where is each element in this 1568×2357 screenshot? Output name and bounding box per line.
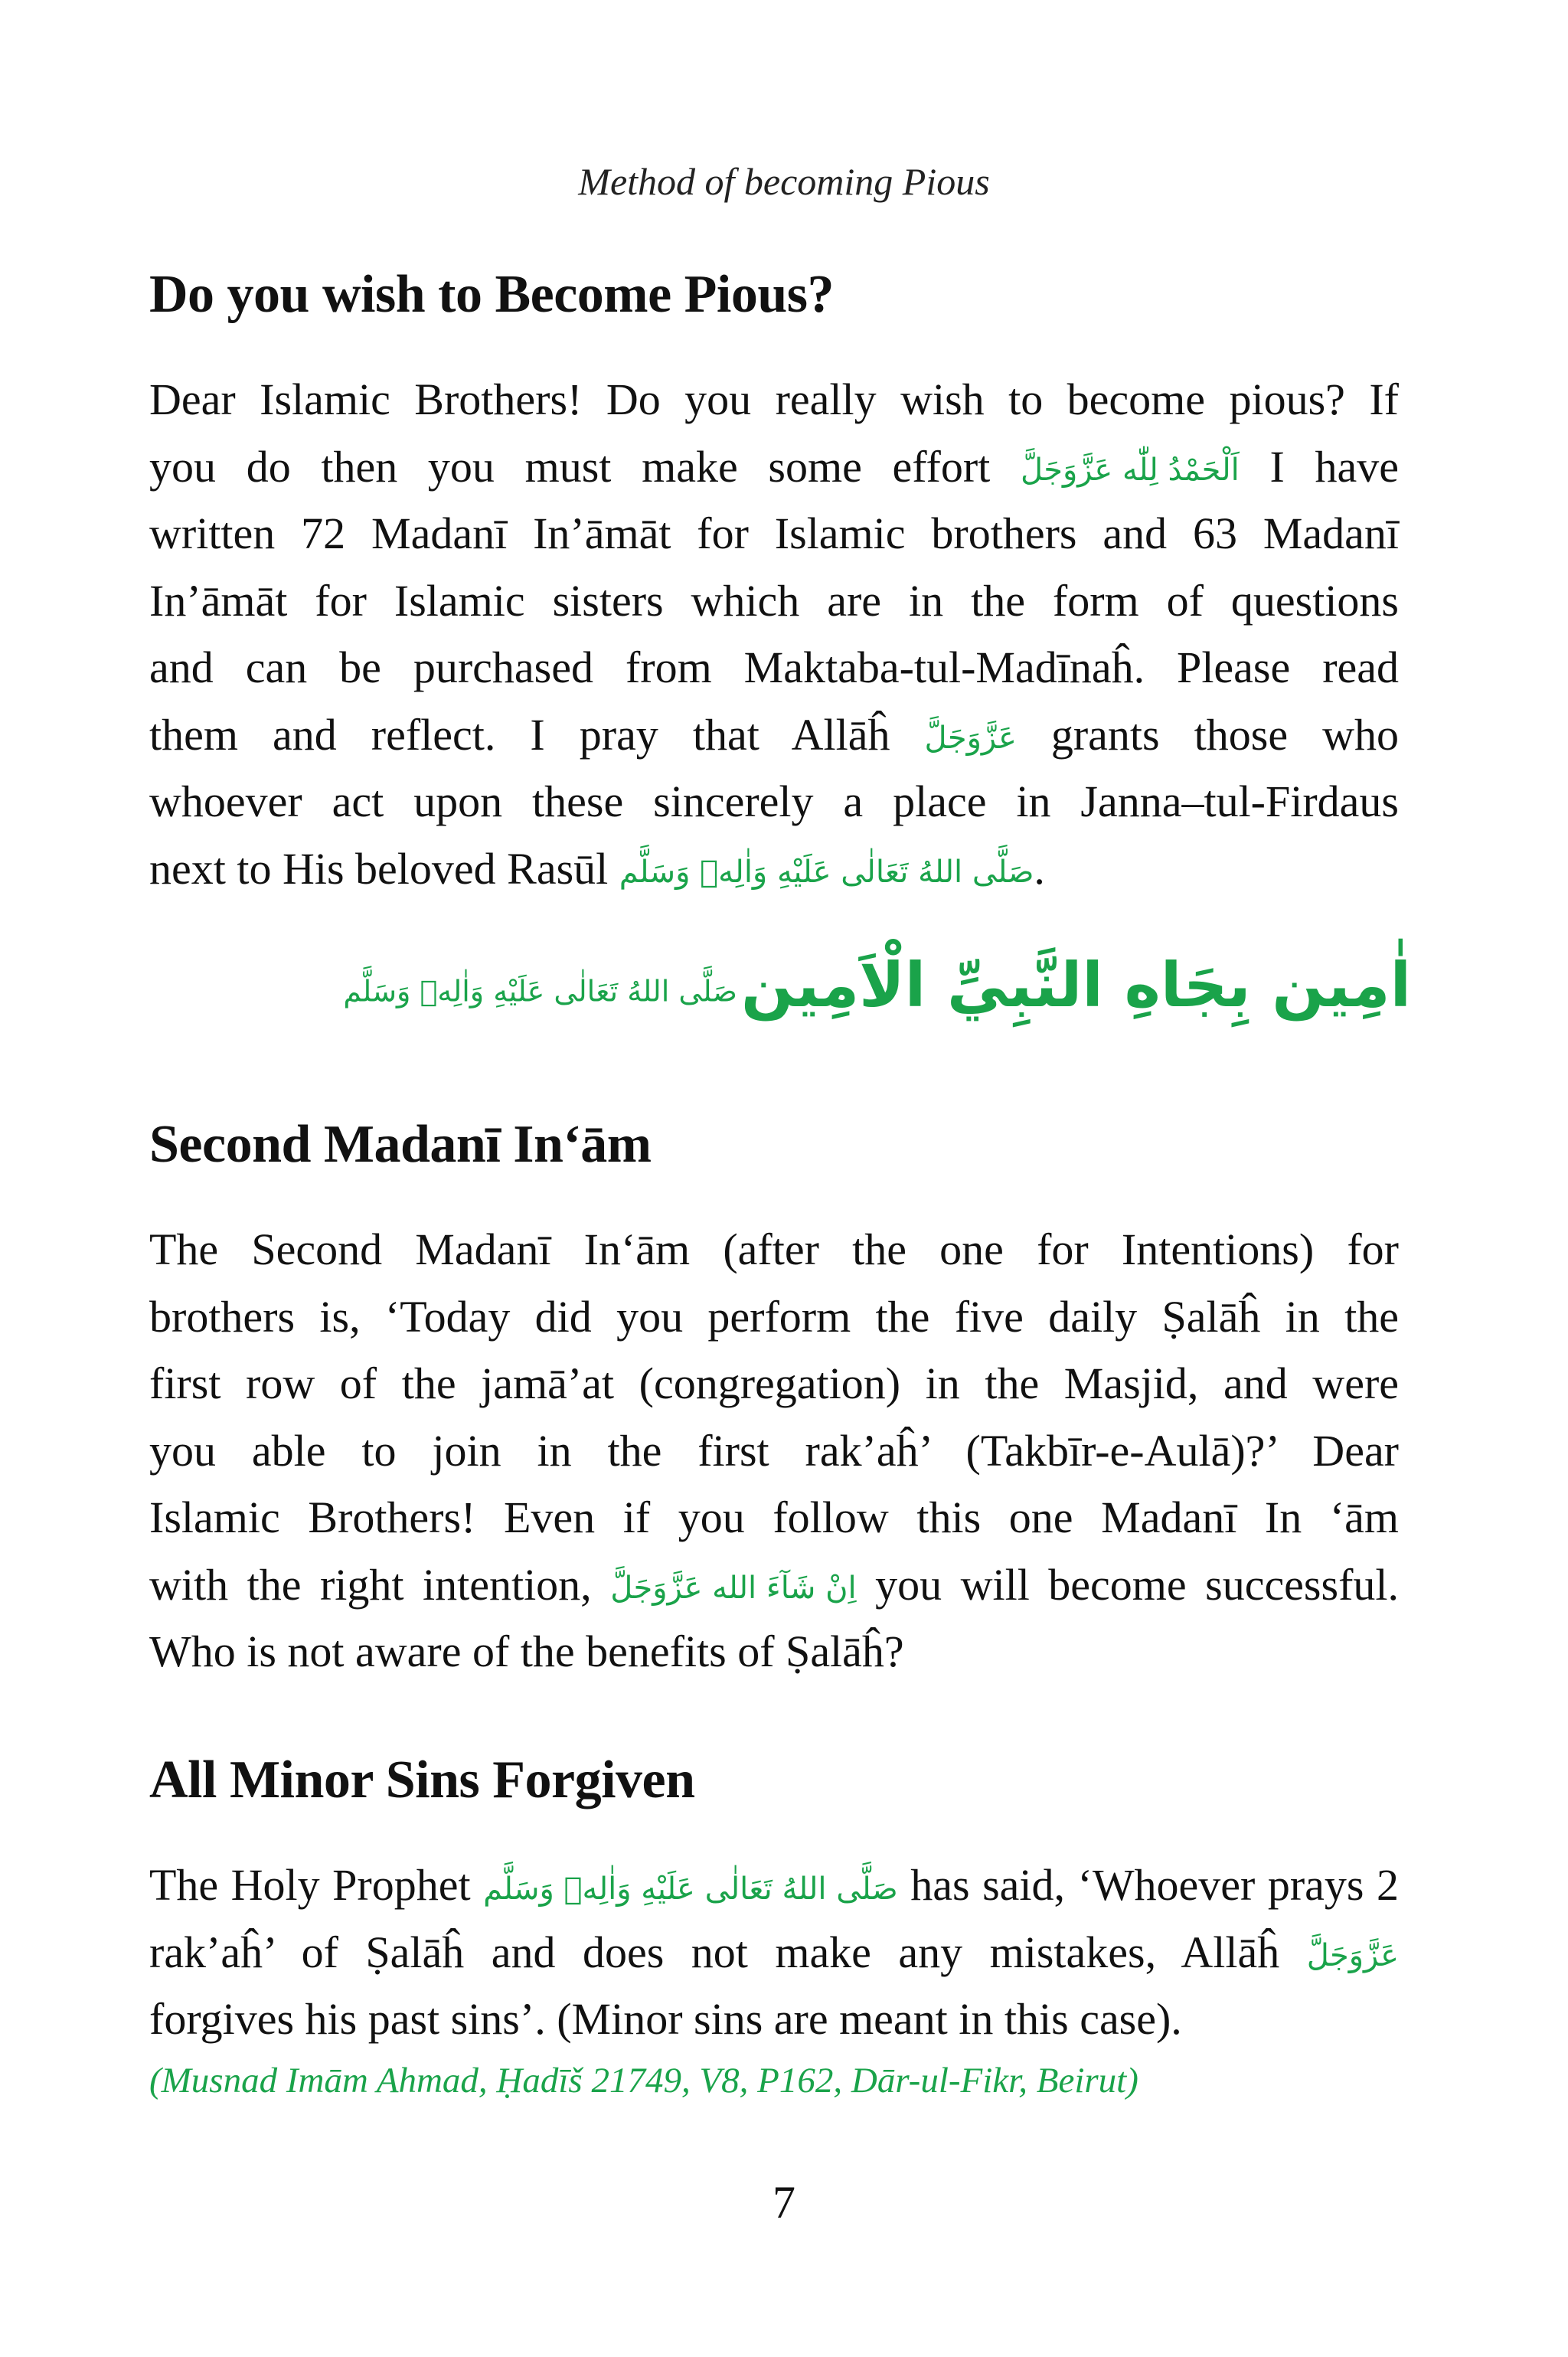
hadith-citation: (Musnad Imām Ahmad, Ḥadīš 21749, V8, P162, Dār-ul-Fikr, Beirut) <box>149 2061 1138 2100</box>
section-heading-become-pious: Do you wish to Become Pious? <box>149 265 835 324</box>
paragraph-become-pious <box>149 366 1399 902</box>
text-line <box>149 1551 1399 1619</box>
text-line <box>149 1618 1399 1685</box>
arabic-honorific: عَزَّوَجَلَّ <box>1306 1938 1399 1974</box>
text-line <box>149 1919 1399 1986</box>
text-segment: you do then you must make some effort <box>149 441 1021 492</box>
text-line <box>149 1484 1399 1551</box>
text-line <box>149 1986 1399 2053</box>
text-segment: you will become successful. <box>856 1559 1399 1610</box>
text-segment: In’āmāt for Islamic sisters which are in the form of questions <box>149 575 1399 626</box>
text-line <box>149 1283 1399 1351</box>
text-line <box>149 768 1399 835</box>
text-segment: you able to join in the first rak’aĥ’ (Takbīr-e-Aulā)?’ Dear <box>149 1425 1399 1476</box>
text-line <box>149 1417 1399 1485</box>
text-segment: first row of the jamā’at (congregation) in the Masjid, and were <box>149 1358 1399 1408</box>
text-segment: has said, ‘Whoever prays 2 <box>897 1860 1399 1910</box>
text-line <box>149 1350 1399 1417</box>
text-line <box>149 634 1399 701</box>
text-segment: Who is not aware of the benefits of Ṣalāĥ? <box>149 1626 904 1676</box>
page-number: 7 <box>773 2177 795 2228</box>
text-segment: and can be purchased from Maktaba-tul-Madīnaĥ. Please read <box>149 642 1399 692</box>
paragraph-minor-sins <box>149 1852 1399 2053</box>
text-line <box>149 835 1399 903</box>
text-segment: The Second Madanī In‘ām (after the one for Intentions) for <box>149 1224 1399 1274</box>
text-line <box>149 500 1399 567</box>
salawat-text: صَلَّى اللهُ تَعَالٰى عَلَيْهِ وَاٰلِهٖ وَسَلَّم <box>343 974 737 1009</box>
text-segment: Islamic Brothers! Even if you follow this one Madanī In ‘ām <box>149 1492 1399 1542</box>
text-segment: The Holy Prophet <box>149 1860 484 1910</box>
text-segment: brothers is, ‘Today did you perform the five daily Ṣalāĥ in the <box>149 1291 1399 1342</box>
text-line <box>149 567 1399 635</box>
text-segment: . <box>1034 843 1045 894</box>
section-heading-minor-sins: All Minor Sins Forgiven <box>149 1751 695 1809</box>
ameen-dua <box>343 950 1411 1021</box>
text-segment: next to His beloved Rasūl <box>149 843 619 894</box>
text-segment: them and reflect. I pray that Allāĥ <box>149 709 925 760</box>
arabic-honorific: صَلَّى اللهُ تَعَالٰى عَلَيْهِ وَاٰلِهٖ وَسَلَّم <box>483 1871 898 1907</box>
text-segment: rak’aĥ’ of Ṣalāĥ and does not make any mistakes, Allāĥ <box>149 1927 1307 1977</box>
text-line <box>149 366 1399 433</box>
paragraph-second-inam <box>149 1216 1399 1685</box>
text-segment: Dear Islamic Brothers! Do you really wish to become pious? If <box>149 374 1399 424</box>
arabic-honorific: صَلَّى اللهُ تَعَالٰى عَلَيْهِ وَاٰلِهٖ وَسَلَّم <box>619 855 1034 891</box>
arabic-honorific: اِنْ شَآءَ الله عَزَّوَجَلَّ <box>610 1571 857 1607</box>
text-segment: grants those who <box>1016 709 1399 760</box>
text-line <box>149 433 1399 501</box>
text-line <box>149 1216 1399 1283</box>
text-segment: I have <box>1239 441 1399 492</box>
text-segment: written 72 Madanī In’āmāt for Islamic brothers and 63 Madanī <box>149 508 1399 558</box>
section-heading-second-inam: Second Madanī In‘ām <box>149 1115 652 1174</box>
text-segment: with the right intention, <box>149 1559 611 1610</box>
text-segment: forgives his past sins’. (Minor sins are meant in this case). <box>149 1994 1182 2044</box>
arabic-honorific: عَزَّوَجَلَّ <box>924 721 1017 757</box>
running-head: Method of becoming Pious <box>578 160 990 203</box>
text-line <box>149 1852 1399 1919</box>
arabic-honorific: اَلْحَمْدُ لِلّٰه عَزَّوَجَلَّ <box>1020 453 1240 489</box>
text-line <box>149 701 1399 769</box>
ameen-text: اٰمِين بِجَاهِ النَّبِيِّ الْاَمِين <box>741 950 1411 1021</box>
text-segment: whoever act upon these sincerely a place in Janna–tul-Firdaus <box>149 776 1399 826</box>
